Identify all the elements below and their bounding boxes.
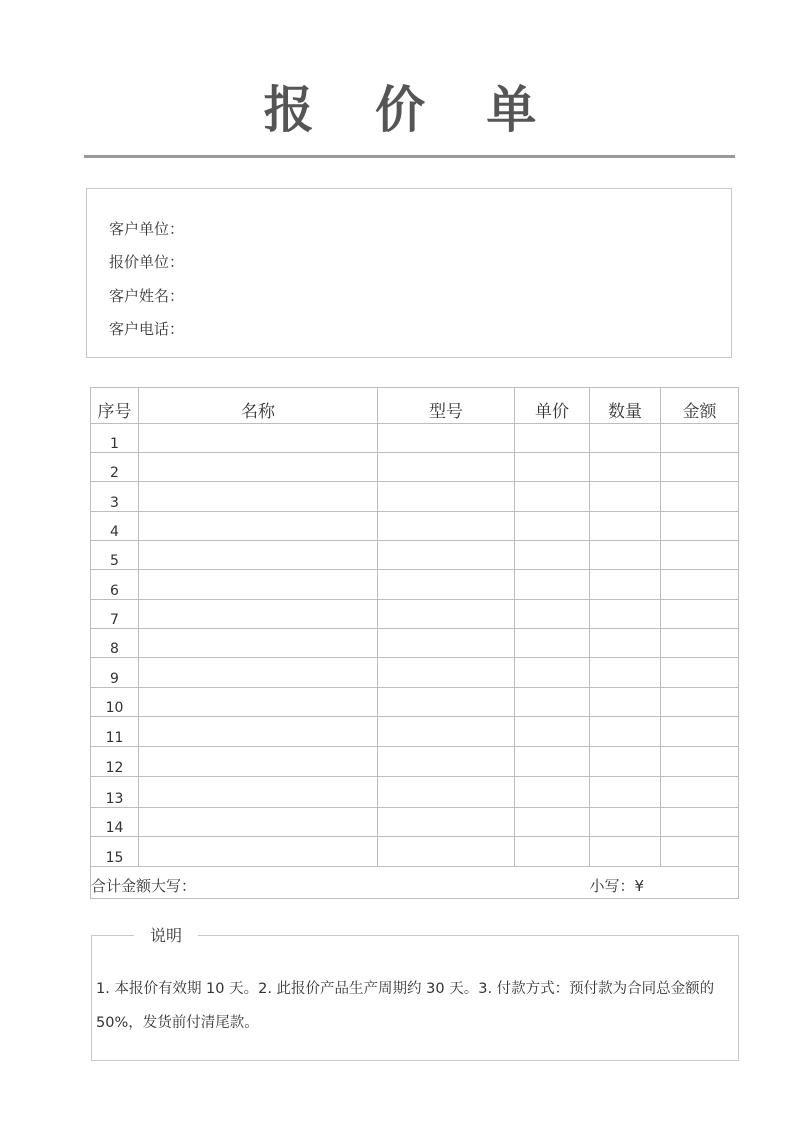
row-index: 11 bbox=[91, 717, 139, 747]
quote-unit-label: 报价单位： bbox=[109, 253, 185, 271]
row-quantity[interactable] bbox=[590, 541, 661, 570]
table-row bbox=[91, 808, 739, 837]
row-unit-price[interactable] bbox=[515, 777, 590, 808]
header-quantity: 数量 bbox=[590, 388, 661, 424]
row-model[interactable] bbox=[378, 658, 515, 688]
row-model[interactable] bbox=[378, 688, 515, 717]
total-uppercase-label: 合计金额大写： bbox=[91, 867, 590, 899]
header-name: 名称 bbox=[139, 388, 378, 424]
row-amount[interactable] bbox=[661, 600, 739, 629]
header-model: 型号 bbox=[378, 388, 515, 424]
table-row bbox=[91, 600, 739, 629]
customer-info-box bbox=[86, 188, 732, 358]
row-quantity[interactable] bbox=[590, 570, 661, 600]
row-index: 4 bbox=[91, 512, 139, 541]
row-unit-price[interactable] bbox=[515, 600, 590, 629]
row-index: 15 bbox=[91, 837, 139, 867]
table-row bbox=[91, 482, 739, 512]
row-model[interactable] bbox=[378, 453, 515, 482]
row-name[interactable] bbox=[139, 453, 378, 482]
row-quantity[interactable] bbox=[590, 512, 661, 541]
row-model[interactable] bbox=[378, 777, 515, 808]
notes-box bbox=[91, 926, 739, 1061]
row-unit-price[interactable] bbox=[515, 453, 590, 482]
row-name[interactable] bbox=[139, 837, 378, 867]
row-unit-price[interactable] bbox=[515, 570, 590, 600]
row-index: 13 bbox=[91, 777, 139, 808]
row-quantity[interactable] bbox=[590, 777, 661, 808]
customer-name-label: 客户姓名： bbox=[109, 287, 185, 305]
row-name[interactable] bbox=[139, 424, 378, 453]
row-index: 6 bbox=[91, 570, 139, 600]
table-row bbox=[91, 658, 739, 688]
table-row bbox=[91, 688, 739, 717]
row-quantity[interactable] bbox=[590, 453, 661, 482]
row-name[interactable] bbox=[139, 570, 378, 600]
row-model[interactable] bbox=[378, 808, 515, 837]
row-quantity[interactable] bbox=[590, 837, 661, 867]
row-name[interactable] bbox=[139, 747, 378, 777]
table-row bbox=[91, 570, 739, 600]
row-index: 3 bbox=[91, 482, 139, 512]
row-name[interactable] bbox=[139, 541, 378, 570]
row-index: 9 bbox=[91, 658, 139, 688]
row-name[interactable] bbox=[139, 600, 378, 629]
row-model[interactable] bbox=[378, 512, 515, 541]
table-row bbox=[91, 424, 739, 453]
quote-items-table bbox=[90, 387, 739, 899]
title-divider bbox=[84, 155, 735, 158]
row-quantity[interactable] bbox=[590, 600, 661, 629]
table-row bbox=[91, 541, 739, 570]
row-index: 14 bbox=[91, 808, 139, 837]
header-unit-price: 单价 bbox=[515, 388, 590, 424]
row-model[interactable] bbox=[378, 541, 515, 570]
customer-unit-label: 客户单位： bbox=[109, 220, 185, 238]
row-unit-price[interactable] bbox=[515, 512, 590, 541]
row-unit-price[interactable] bbox=[515, 541, 590, 570]
row-quantity[interactable] bbox=[590, 747, 661, 777]
table-row bbox=[91, 837, 739, 867]
row-amount[interactable] bbox=[661, 629, 739, 658]
row-unit-price[interactable] bbox=[515, 658, 590, 688]
row-unit-price[interactable] bbox=[515, 424, 590, 453]
row-index: 8 bbox=[91, 629, 139, 658]
row-quantity[interactable] bbox=[590, 629, 661, 658]
row-name[interactable] bbox=[139, 658, 378, 688]
row-amount[interactable] bbox=[661, 837, 739, 867]
row-name[interactable] bbox=[139, 717, 378, 747]
row-index: 12 bbox=[91, 747, 139, 777]
row-amount[interactable] bbox=[661, 453, 739, 482]
row-amount[interactable] bbox=[661, 747, 739, 777]
row-model[interactable] bbox=[378, 747, 515, 777]
row-quantity[interactable] bbox=[590, 424, 661, 453]
row-amount[interactable] bbox=[661, 512, 739, 541]
row-amount[interactable] bbox=[661, 541, 739, 570]
row-name[interactable] bbox=[139, 688, 378, 717]
row-name[interactable] bbox=[139, 777, 378, 808]
row-unit-price[interactable] bbox=[515, 837, 590, 867]
row-name[interactable] bbox=[139, 808, 378, 837]
row-quantity[interactable] bbox=[590, 808, 661, 837]
row-amount[interactable] bbox=[661, 658, 739, 688]
row-amount[interactable] bbox=[661, 570, 739, 600]
header-amount: 金额 bbox=[661, 388, 739, 424]
row-model[interactable] bbox=[378, 837, 515, 867]
row-model[interactable] bbox=[378, 600, 515, 629]
row-unit-price[interactable] bbox=[515, 717, 590, 747]
row-amount[interactable] bbox=[661, 717, 739, 747]
row-quantity[interactable] bbox=[590, 688, 661, 717]
row-index: 1 bbox=[91, 424, 139, 453]
row-amount[interactable] bbox=[661, 777, 739, 808]
row-index: 7 bbox=[91, 600, 139, 629]
row-unit-price[interactable] bbox=[515, 747, 590, 777]
row-quantity[interactable] bbox=[590, 658, 661, 688]
notes-text: 1. 本报价有效期 10 天。2. 此报价产品生产周期约 30 天。3. 付款方式：预付款为合同总金额的 50%，发货前付清尾款。 bbox=[96, 981, 715, 1031]
row-unit-price[interactable] bbox=[515, 482, 590, 512]
row-amount[interactable] bbox=[661, 688, 739, 717]
row-amount[interactable] bbox=[661, 808, 739, 837]
table-row bbox=[91, 512, 739, 541]
row-quantity[interactable] bbox=[590, 482, 661, 512]
table-row bbox=[91, 777, 739, 808]
row-name[interactable] bbox=[139, 629, 378, 658]
customer-phone-label: 客户电话： bbox=[109, 320, 185, 338]
header-index: 序号 bbox=[91, 388, 139, 424]
row-model[interactable] bbox=[378, 629, 515, 658]
row-unit-price[interactable] bbox=[515, 688, 590, 717]
table-header-row bbox=[91, 388, 739, 424]
row-amount[interactable] bbox=[661, 424, 739, 453]
row-unit-price[interactable] bbox=[515, 808, 590, 837]
table-row bbox=[91, 629, 739, 658]
total-row bbox=[91, 867, 739, 899]
table-row bbox=[91, 717, 739, 747]
row-name[interactable] bbox=[139, 512, 378, 541]
row-unit-price[interactable] bbox=[515, 629, 590, 658]
table-row bbox=[91, 747, 739, 777]
row-model[interactable] bbox=[378, 570, 515, 600]
row-name[interactable] bbox=[139, 482, 378, 512]
page-title: 报 价 单 bbox=[263, 81, 559, 139]
row-index: 2 bbox=[91, 453, 139, 482]
row-index: 5 bbox=[91, 541, 139, 570]
total-lowercase-label: 小写：¥ bbox=[590, 867, 739, 899]
notes-title: 说明 bbox=[134, 925, 198, 947]
row-model[interactable] bbox=[378, 717, 515, 747]
row-model[interactable] bbox=[378, 482, 515, 512]
row-model[interactable] bbox=[378, 424, 515, 453]
row-quantity[interactable] bbox=[590, 717, 661, 747]
table-row bbox=[91, 453, 739, 482]
table-body bbox=[91, 424, 739, 867]
row-amount[interactable] bbox=[661, 482, 739, 512]
row-index: 10 bbox=[91, 688, 139, 717]
